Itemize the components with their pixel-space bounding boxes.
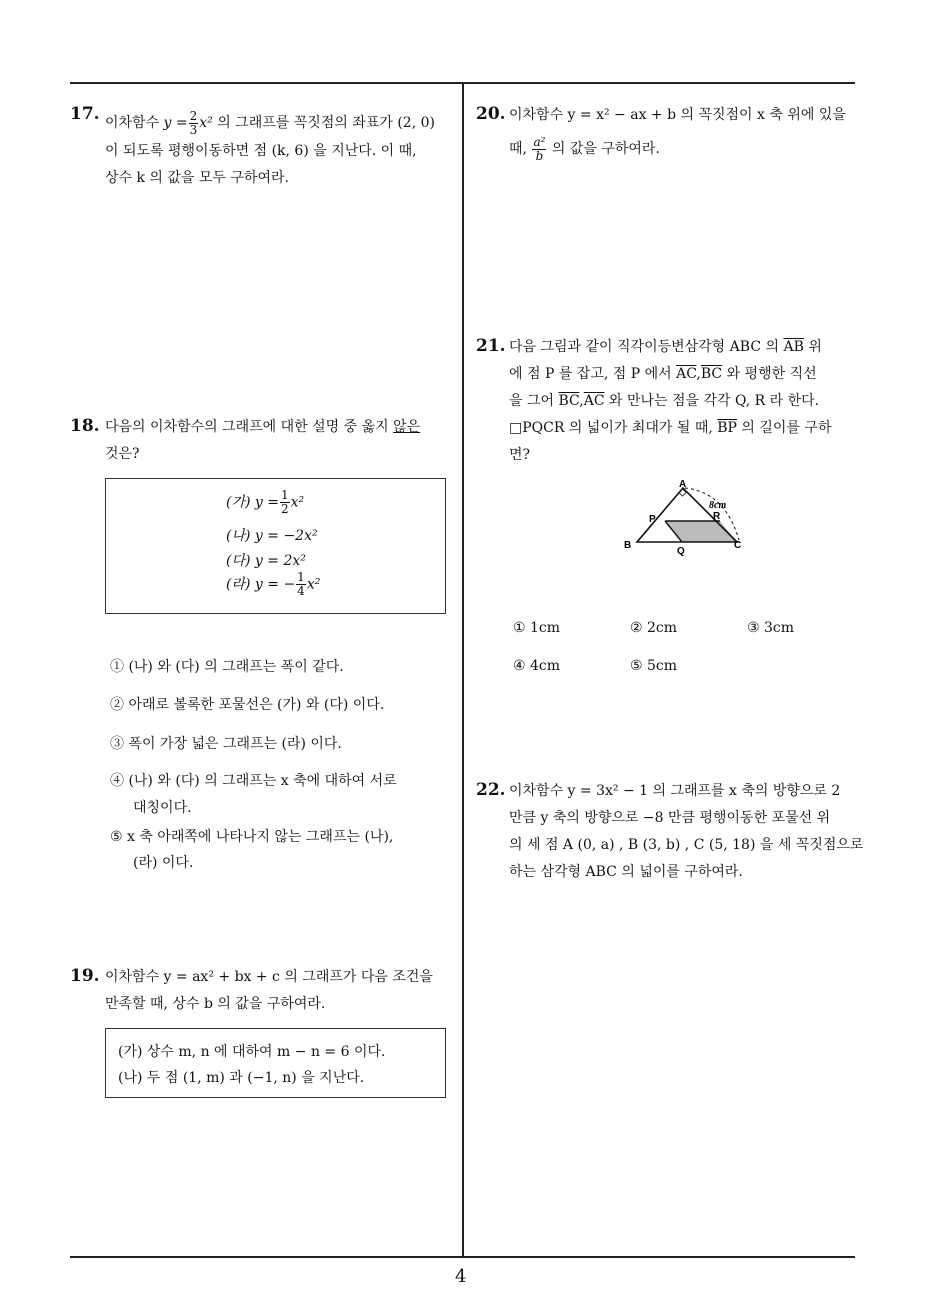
question-17-text: [105, 108, 435, 192]
q19-line1: 이차함수 y = ax² + bx + c 의 그래프가 다음 조건을: [105, 969, 433, 985]
question-22-number: 22.: [476, 780, 506, 800]
q22-line2: 만큼 y 축의 방향으로 −8 만큼 평행이동한 포물선 위: [509, 810, 831, 826]
q18-choice-2[interactable]: ② 아래로 볼록한 포물선은 (가) 와 (다) 이다.: [110, 697, 385, 713]
q18-choice-5[interactable]: ⑤ x 축 아래쪽에 나타나지 않는 그래프는 (나),: [110, 829, 394, 845]
question-19-number: 19.: [70, 966, 100, 986]
q17-line3: 상수 k 의 값을 모두 구하여라.: [105, 170, 289, 186]
q22-line3: 의 세 점 A (0, a) , B (3, b) , C (5, 18) 을 세 꼭짓점으로: [509, 837, 864, 853]
q19-condition-box: [105, 1028, 446, 1098]
q17-line1-b: 의 그래프를 꼭짓점의 좌표가 (2, 0): [212, 115, 435, 131]
q18-line2: 것은?: [105, 446, 140, 462]
q18-choice-5-cont: (라) 이다.: [133, 855, 194, 871]
label-R: R: [713, 511, 721, 522]
q21-choice-2[interactable]: ② 2cm: [630, 620, 678, 636]
label-Q: Q: [677, 546, 685, 557]
question-22-text: [509, 778, 863, 886]
question-21-number: 21.: [476, 336, 506, 356]
q20-line2-a: 때,: [509, 141, 532, 157]
q17-fraction: $\frac{2}{3}$: [189, 108, 198, 137]
q17-line2: 이 되도록 평행이동하면 점 (k, 6) 을 지난다. 이 때,: [105, 143, 417, 159]
q21-choice-3[interactable]: ③ 3cm: [747, 620, 795, 636]
q22-line4: 하는 삼각형 ABC 의 넓이를 구하여라.: [509, 864, 743, 880]
q17-line1-a: 이차함수: [105, 115, 164, 131]
label-length: 8cm: [709, 500, 727, 511]
page-number: 4: [455, 1266, 467, 1287]
q18-choice-4-cont: 대칭이다.: [133, 800, 192, 816]
q18-box-c: (다) y = 2x²: [226, 553, 306, 569]
q19-condition-1: (가) 상수 m, n 에 대하여 m − n = 6 이다.: [118, 1044, 386, 1060]
label-B: B: [624, 540, 632, 551]
question-18-number: 18.: [70, 416, 100, 436]
q18-box-d: (라) y = − $\frac{1}{4}$ x²: [226, 570, 321, 598]
bottom-rule: [70, 1256, 855, 1258]
q17-line1-math2: x²: [199, 115, 213, 131]
q18-choice-4[interactable]: ④ (나) 와 (다) 의 그래프는 x 축에 대하여 서로: [110, 773, 397, 789]
q22-line1: 이차함수 y = 3x² − 1 의 그래프를 x 축의 방향으로 2: [509, 783, 841, 799]
q21-choice-1[interactable]: ① 1cm: [513, 620, 561, 636]
q18-choice-1[interactable]: ① (나) 와 (다) 의 그래프는 폭이 같다.: [110, 659, 344, 675]
q18-underlined-word: 않은: [393, 419, 421, 435]
q21-triangle-figure: [615, 478, 755, 558]
question-20-text: [509, 102, 846, 169]
label-P: P: [649, 514, 656, 525]
q18-box-a: (가) y = $\frac{1}{2}$ x²: [226, 488, 305, 516]
q18-function-box: [105, 478, 446, 614]
q18-line1: 다음의 이차함수의 그래프에 대한 설명 중 옳지: [105, 419, 394, 435]
q18-box-b: (나) y = −2x²: [226, 528, 318, 544]
q20-line2-b: 의 값을 구하여라.: [547, 141, 660, 157]
question-19-text: [105, 964, 433, 1018]
q21-choice-5[interactable]: ⑤ 5cm: [630, 658, 678, 674]
question-20-number: 20.: [476, 104, 506, 124]
q19-line2: 만족할 때, 상수 b 의 값을 구하여라.: [105, 996, 326, 1012]
question-18-text: [105, 414, 420, 468]
q18-choice-3[interactable]: ③ 폭이 가장 넓은 그래프는 (라) 이다.: [110, 736, 342, 752]
q20-fraction: $\frac{\text{a²}}{b}$: [533, 134, 546, 163]
question-21-text: 다음 그림과 같이 직각이등변삼각형 ABC 의 $\overline{AB}$ 위 에 점 P 를 잡고, 점 P 에서 $\overline{AC},\overline{BC}$ 와 평행한 직선 을 그어 $\overline{BC},\overline{AC}$ 와 만나는 점을 각각 Q, R 라 한다. □PQCR 의 넓이가 최대가 될 때, $\overline{BP}$ 의 길이를 구하 면?: [509, 339, 832, 463]
q19-condition-2: (나) 두 점 (1, m) 과 (−1, n) 을 지난다.: [118, 1070, 365, 1086]
label-A: A: [679, 479, 687, 490]
label-C: C: [734, 540, 742, 551]
question-17-number: 17.: [70, 104, 100, 124]
q21-choice-4[interactable]: ④ 4cm: [513, 658, 561, 674]
q20-line1: 이차함수 y = x² − ax + b 의 꼭짓점이 x 축 위에 있을: [509, 107, 846, 123]
column-divider: [462, 83, 464, 1257]
q17-line1-math: y =: [163, 115, 188, 131]
